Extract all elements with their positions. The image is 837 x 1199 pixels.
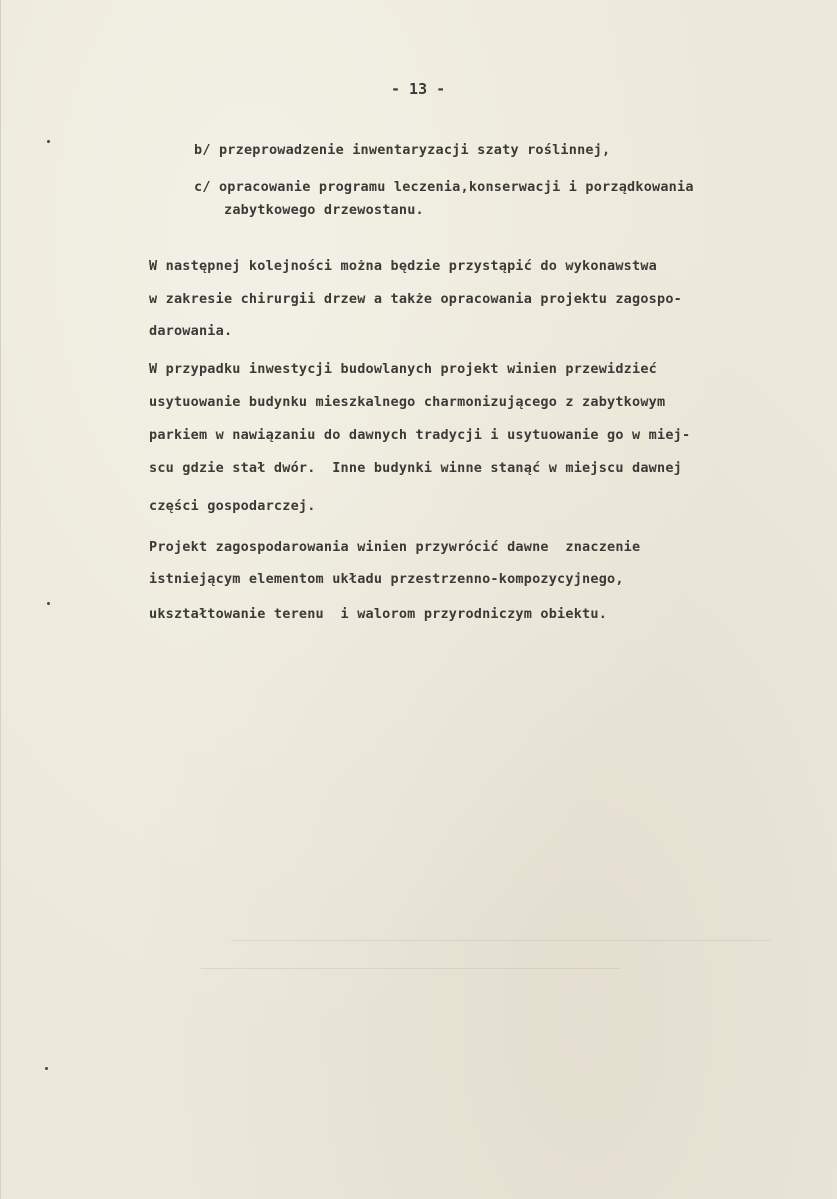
paragraph-1-line-1: W następnej kolejności można będzie przystąpić do wykonawstwa — [149, 258, 657, 274]
paragraph-3-line-1: Projekt zagospodarowania winien przywrócić dawne znaczenie — [149, 539, 641, 555]
margin-speck-3 — [45, 1067, 48, 1070]
paragraph-2-line-3: parkiem w nawiązaniu do dawnych tradycji i usytuowanie go w miej- — [149, 427, 691, 443]
paragraph-2-line-1: W przypadku inwestycji budowlanych projekt winien przewidzieć — [149, 361, 657, 377]
list-item-c: c/ opracowanie programu leczenia,konserwacji i porządkowania — [194, 179, 694, 195]
paragraph-2-line-5: części gospodarczej. — [149, 498, 316, 514]
paper-texture-line-2 — [201, 968, 621, 969]
paragraph-1-line-3: darowania. — [149, 323, 233, 339]
paragraph-3-line-2: istniejącym elementom układu przestrzenno-kompozycyjnego, — [149, 571, 624, 587]
paragraph-1-line-2: w zakresie chirurgii drzew a także opracowania projektu zagospo- — [149, 291, 682, 307]
margin-speck-2 — [47, 602, 50, 605]
paragraph-3-line-3: ukształtowanie terenu i walorom przyrodniczym obiektu. — [149, 606, 608, 622]
paragraph-2-line-2: usytuowanie budynku mieszkalnego charmonizującego z zabytkowym — [149, 394, 666, 410]
page-number: - 13 - — [391, 80, 446, 98]
margin-speck-1 — [47, 140, 50, 143]
paragraph-2-line-4: scu gdzie stał dwór. Inne budynki winne stanąć w miejscu dawnej — [149, 460, 682, 476]
paper-texture-line-1 — [231, 940, 771, 941]
list-item-b: b/ przeprowadzenie inwentaryzacji szaty roślinnej, — [194, 142, 611, 158]
list-item-c-continued: zabytkowego drzewostanu. — [224, 202, 424, 218]
